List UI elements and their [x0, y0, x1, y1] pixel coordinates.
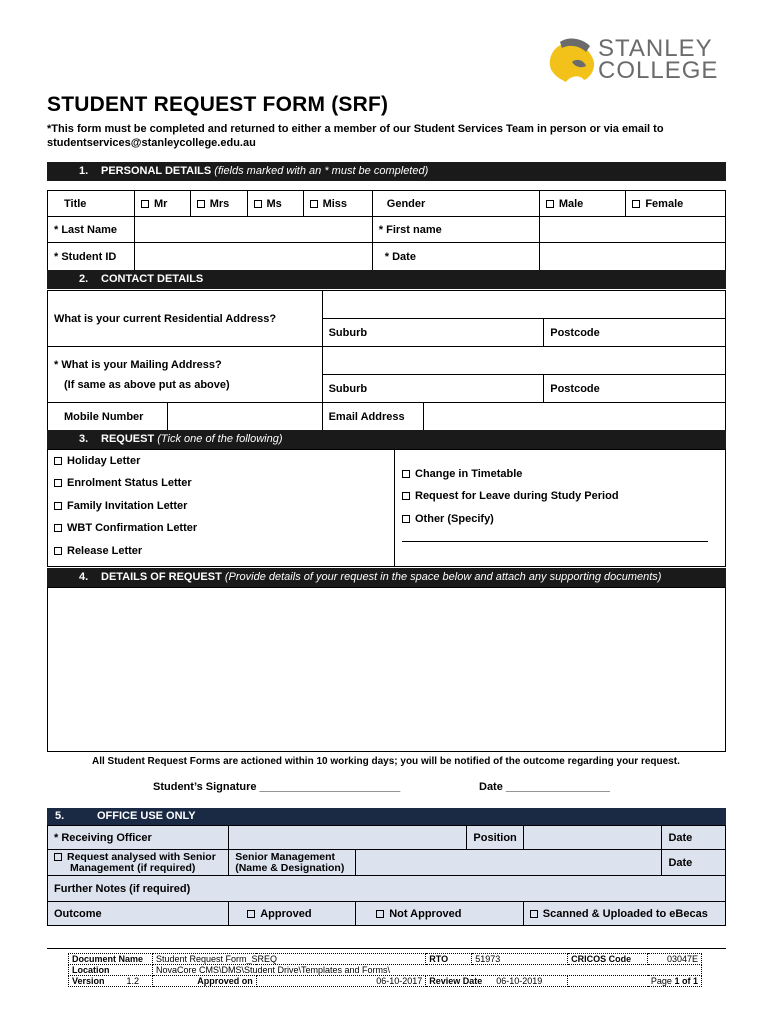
- section-4-title: [101, 568, 661, 587]
- mailing-address-label: [48, 347, 323, 403]
- section-1-header: [47, 162, 726, 181]
- outcome-scanned[interactable]: [523, 902, 725, 926]
- request-options: [47, 449, 726, 567]
- mailing-address-question: * What is your Mailing Address?: [54, 358, 222, 371]
- mobile-number-field[interactable]: [167, 403, 322, 431]
- footer-page-total: 1: [692, 976, 698, 986]
- title-option-miss-label: Miss: [322, 197, 348, 210]
- section-1-title: [101, 162, 428, 181]
- residential-postcode-field[interactable]: [544, 319, 726, 347]
- intro-text: *This form must be completed and returned to either a member of our Student Services Team in person or via email to studentservices@stanleycollege.edu.au: [47, 123, 664, 149]
- section-1-label: PERSONAL DETAILS: [101, 165, 212, 177]
- section-4-label: DETAILS OF REQUEST: [101, 571, 222, 583]
- footer-version-label-text: Version: [72, 976, 105, 986]
- request-change-in-timetable[interactable]: [402, 468, 522, 480]
- section-3-label: REQUEST: [101, 433, 155, 445]
- mobile-number-label: Mobile Number: [48, 403, 168, 431]
- first-name-label: * First name: [372, 217, 539, 243]
- request-analysed-option[interactable]: [48, 850, 229, 876]
- section-3-note: (Tick one of the following): [157, 433, 283, 445]
- email-address-label: Email Address: [322, 403, 424, 431]
- gender-option-male-label: Male: [558, 197, 584, 210]
- footer-doc-name-label: Document Name: [69, 954, 153, 965]
- outcome-not-approved-label: Not Approved: [389, 907, 462, 920]
- request-wbt-confirmation-letter[interactable]: [54, 522, 197, 534]
- senior-date-label: Date: [662, 850, 726, 876]
- footer-version: 1.2: [126, 976, 140, 986]
- footer-review-label: Review Date: [429, 976, 483, 986]
- title-option-mrs-label: Mrs: [209, 197, 230, 210]
- section-3-number: 3.: [79, 433, 89, 445]
- checkbox-icon: [141, 200, 149, 208]
- request-wbt-confirmation-letter-label: WBT Confirmation Letter: [67, 522, 198, 534]
- checkbox-icon: [54, 502, 62, 510]
- request-release-letter-label: Release Letter: [67, 545, 143, 557]
- footer-rto-label: RTO: [426, 954, 472, 965]
- request-holiday-letter-label: Holiday Letter: [67, 455, 141, 467]
- checkbox-icon: [632, 200, 640, 208]
- receiving-officer-field[interactable]: [229, 826, 467, 850]
- section-4-number: 4.: [79, 571, 89, 583]
- mailing-address-field[interactable]: [322, 347, 725, 375]
- request-family-invitation-letter[interactable]: [54, 500, 187, 512]
- outcome-label: Outcome: [48, 902, 229, 926]
- checkbox-icon: [546, 200, 554, 208]
- further-notes-field[interactable]: [48, 876, 726, 902]
- outcome-not-approved[interactable]: [356, 902, 524, 926]
- senior-management-line-1: Senior Management: [235, 850, 335, 863]
- request-divider: [394, 450, 395, 567]
- section-2-title: CONTACT DETAILS: [101, 273, 204, 285]
- footer-rto: 51973: [472, 954, 568, 965]
- email-address-field[interactable]: [424, 403, 726, 431]
- section-4-note: (Provide details of your request in the space below and attach any supporting documents): [224, 571, 662, 583]
- footer-approved-label: Approved on: [152, 976, 256, 987]
- footer-page-label: Page: [650, 976, 672, 986]
- title-option-mr[interactable]: [134, 191, 190, 217]
- receiving-officer-label: * Receiving Officer: [48, 826, 229, 850]
- gender-option-male[interactable]: [539, 191, 626, 217]
- gender-option-female[interactable]: [626, 191, 726, 217]
- footer-location-label: Location: [69, 965, 153, 976]
- section-2-number: 2.: [79, 273, 89, 285]
- footer-review-date: [426, 976, 568, 987]
- last-name-field[interactable]: [134, 217, 372, 243]
- senior-management-line-2: (Name & Designation): [235, 861, 345, 874]
- checkbox-icon: [54, 479, 62, 487]
- logo-line-1: STANLEY: [598, 35, 713, 62]
- details-of-request-field[interactable]: [47, 587, 726, 752]
- further-notes-label: Further Notes (if required): [54, 882, 191, 895]
- request-enrolment-status-letter-label: Enrolment Status Letter: [67, 477, 192, 489]
- footer-cricos: 03047E: [648, 954, 702, 965]
- gender-label: Gender: [372, 191, 539, 217]
- logo-wordmark: [598, 35, 719, 84]
- section-5-header: [47, 808, 726, 825]
- checkbox-icon: [54, 547, 62, 555]
- request-enrolment-status-letter[interactable]: [54, 477, 192, 489]
- request-other-specify-label: Other (Specify): [415, 513, 494, 525]
- title-option-mrs[interactable]: [190, 191, 247, 217]
- section-1-note: (fields marked with an * must be completed): [214, 165, 429, 177]
- footer-page-current: 1: [674, 976, 680, 986]
- checkbox-icon: [254, 200, 262, 208]
- checkbox-icon: [402, 515, 410, 523]
- contact-details-table: [47, 290, 726, 431]
- postcode-label: Postcode: [550, 326, 600, 339]
- mailing-address-note: (If same as above put as above): [64, 378, 230, 391]
- document-control-footer: [68, 953, 702, 987]
- page-title: STUDENT REQUEST FORM (SRF): [47, 93, 389, 116]
- date-field[interactable]: [539, 243, 725, 271]
- section-3-title: [101, 430, 283, 449]
- title-option-miss[interactable]: [303, 191, 372, 217]
- footer-location: NovaCore CMS\DMS\Student Drive\Templates and Forms\: [152, 965, 701, 976]
- request-analysed-line-2: Management (if required): [70, 861, 196, 874]
- section-3-header: [47, 430, 726, 449]
- footer-doc-name: Student Request Form_SREQ: [152, 954, 425, 965]
- section-1-number: 1.: [79, 165, 89, 177]
- footer-approved: 06-10-2017: [256, 976, 425, 987]
- request-analysed-text: Request analysed with Senior: [67, 850, 216, 863]
- office-date-label: Date: [662, 826, 726, 850]
- residential-address-label: What is your current Residential Address?: [48, 291, 323, 347]
- request-leave-during-study[interactable]: [402, 490, 619, 502]
- title-option-mr-label: Mr: [153, 197, 168, 210]
- checkbox-icon: [197, 200, 205, 208]
- checkbox-icon: [247, 910, 255, 918]
- request-holiday-letter[interactable]: [54, 455, 140, 467]
- checkbox-icon: [54, 853, 62, 861]
- title-option-ms[interactable]: [247, 191, 303, 217]
- checkbox-icon: [310, 200, 318, 208]
- request-analysed-line-1: [54, 852, 222, 863]
- residential-address-field[interactable]: [322, 291, 725, 319]
- request-other-specify[interactable]: [402, 513, 494, 525]
- footer-page: [568, 976, 702, 987]
- outcome-approved[interactable]: [229, 902, 356, 926]
- checkbox-icon: [376, 910, 384, 918]
- section-5-number: 5.: [55, 810, 65, 822]
- checkbox-icon: [402, 470, 410, 478]
- footer-review: 06-10-2019: [496, 976, 543, 986]
- outcome-approved-label: Approved: [260, 907, 312, 920]
- footer-version-label: [69, 976, 153, 987]
- position-field[interactable]: [523, 826, 662, 850]
- mailing-suburb-field[interactable]: [322, 375, 544, 403]
- checkbox-icon: [54, 524, 62, 532]
- office-use-table: [47, 825, 726, 926]
- checkbox-icon: [530, 910, 538, 918]
- student-signature-line[interactable]: Student’s Signature _______________________: [153, 781, 401, 793]
- senior-management-field[interactable]: [356, 850, 662, 876]
- position-label: Position: [467, 826, 523, 850]
- section-5-title: OFFICE USE ONLY: [97, 810, 196, 822]
- processing-notice: All Student Request Forms are actioned within 10 working days; you will be notified of the outcome regarding your request.: [92, 756, 680, 767]
- senior-management-label: [229, 850, 356, 876]
- footer-rule: [47, 948, 726, 949]
- residential-suburb-field[interactable]: [322, 319, 544, 347]
- footer-cricos-label: CRICOS Code: [568, 954, 648, 965]
- student-id-label: * Student ID: [48, 243, 135, 271]
- last-name-label: * Last Name: [48, 217, 135, 243]
- date-label: * Date: [372, 243, 539, 271]
- checkbox-icon: [402, 492, 410, 500]
- title-label: Title: [48, 191, 135, 217]
- section-4-header: [47, 568, 726, 587]
- request-leave-during-study-label: Request for Leave during Study Period: [415, 490, 619, 502]
- signature-date-line[interactable]: Date _________________: [479, 781, 610, 793]
- student-id-field[interactable]: [134, 243, 372, 271]
- outcome-scanned-label: Scanned & Uploaded to eBecas: [542, 907, 708, 920]
- request-change-in-timetable-label: Change in Timetable: [415, 468, 523, 480]
- other-specify-line[interactable]: [402, 541, 708, 542]
- personal-details-table: [47, 190, 726, 271]
- footer-page-of: of: [681, 976, 691, 986]
- request-release-letter[interactable]: [54, 545, 142, 557]
- checkbox-icon: [54, 457, 62, 465]
- logo-line-2: COLLEGE: [598, 57, 719, 84]
- suburb-label: Suburb: [328, 382, 368, 395]
- first-name-field[interactable]: [539, 217, 725, 243]
- mailing-postcode-field[interactable]: [544, 375, 726, 403]
- gender-option-female-label: Female: [645, 197, 684, 210]
- request-family-invitation-letter-label: Family Invitation Letter: [67, 500, 188, 512]
- suburb-label: Suburb: [328, 326, 368, 339]
- section-2-header: [47, 270, 726, 289]
- title-option-ms-label: Ms: [266, 197, 282, 210]
- postcode-label: Postcode: [550, 382, 600, 395]
